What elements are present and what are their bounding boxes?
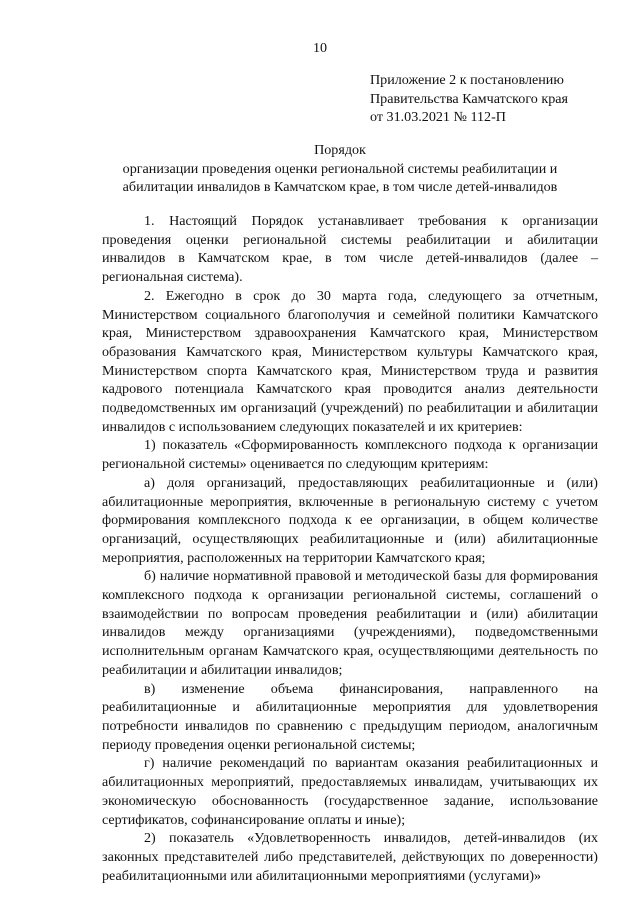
appendix-line: от 31.03.2021 № 112-П (370, 109, 506, 125)
title-heading: Порядок (314, 142, 366, 158)
appendix-line: Правительства Камчатского края (370, 90, 568, 107)
criterion-g: г) наличие рекомендаций по вариантам оказания реабилитационных и абилитационных мероприятий, предоставляемых инвалидам, учитывающих их экономическую обоснованность (государственное задание, использование сертификатов, софинансирование оплаты и иные); (102, 755, 598, 828)
criterion-a: а) доля организаций, предоставляющих реабилитационные и (или) абилитационные мероприятия, включенные в региональную систему с учетом формирования комплексного подхода к ее организации, в общем количестве организаций, осуществляющих реабилитационные и (или) абилитационные мероприятия, расположенных на территории Камчатского края; (102, 474, 598, 566)
document-body (102, 212, 598, 885)
paragraph-1: 1. Настоящий Порядок устанавливает требования к организации проведения оценки региональной системы реабилитации и абилитации инвалидов в Камчатском крае, в том числе детей-инвалидов (далее – региональная система). (102, 213, 598, 286)
appendix-line: Приложение 2 к постановлению (370, 72, 564, 88)
document-title (60, 141, 620, 197)
criterion-b: б) наличие нормативной правовой и методической базы для формирования комплексного подхода к организации региональной системы, соглашений о взаимодействии по вопросам проведения реабилитации и (или) абилитации инвалидов между организациями (учреждениями), подведомственными исполнительным органам Камчатского края, осуществляющими деятельность по реабилитации и абилитации инвалидов; (102, 568, 598, 678)
appendix-header (370, 71, 620, 127)
paragraph-indicator-2: 2) показатель «Удовлетворенность инвалидов, детей-инвалидов (их законных представителей либо представителей, действующих по доверенности) реабилитационными или абилитационными мероприятиями (услугами)» (102, 830, 598, 884)
criterion-v: в) изменение объема финансирования, направленного на реабилитационные и абилитационные мероприятия для удовлетворения потребности инвалидов по сравнению с предыдущим периодом, аналогичным периоду проведения оценки региональной системы; (102, 680, 598, 753)
page-number: 10 (312, 40, 328, 56)
paragraph-indicator-1: 1) показатель «Сформированность комплексного подхода к организации региональной системы» оценивается по следующим критериям: (102, 437, 598, 473)
title-line: абилитации инвалидов в Камчатском крае, в том числе детей-инвалидов (122, 179, 558, 195)
title-line: организации проведения оценки региональной системы реабилитации и (122, 160, 558, 177)
paragraph-2: 2. Ежегодно в срок до 30 марта года, следующего за отчетным, Министерством социального благополучия и семейной политики Камчатского края, Министерством здравоохранения Камчатского края, Министерством образования Камчатского края, Министерством культуры Камчатского края, Министерством спорта Камчатского края, Министерством труда и развития кадрового потенциала Камчатского края проводится анализ деятельности подведомственных им организаций (учреждений) по реабилитации и абилитации инвалидов с использованием следующих показателей и их критериев: (102, 287, 598, 435)
